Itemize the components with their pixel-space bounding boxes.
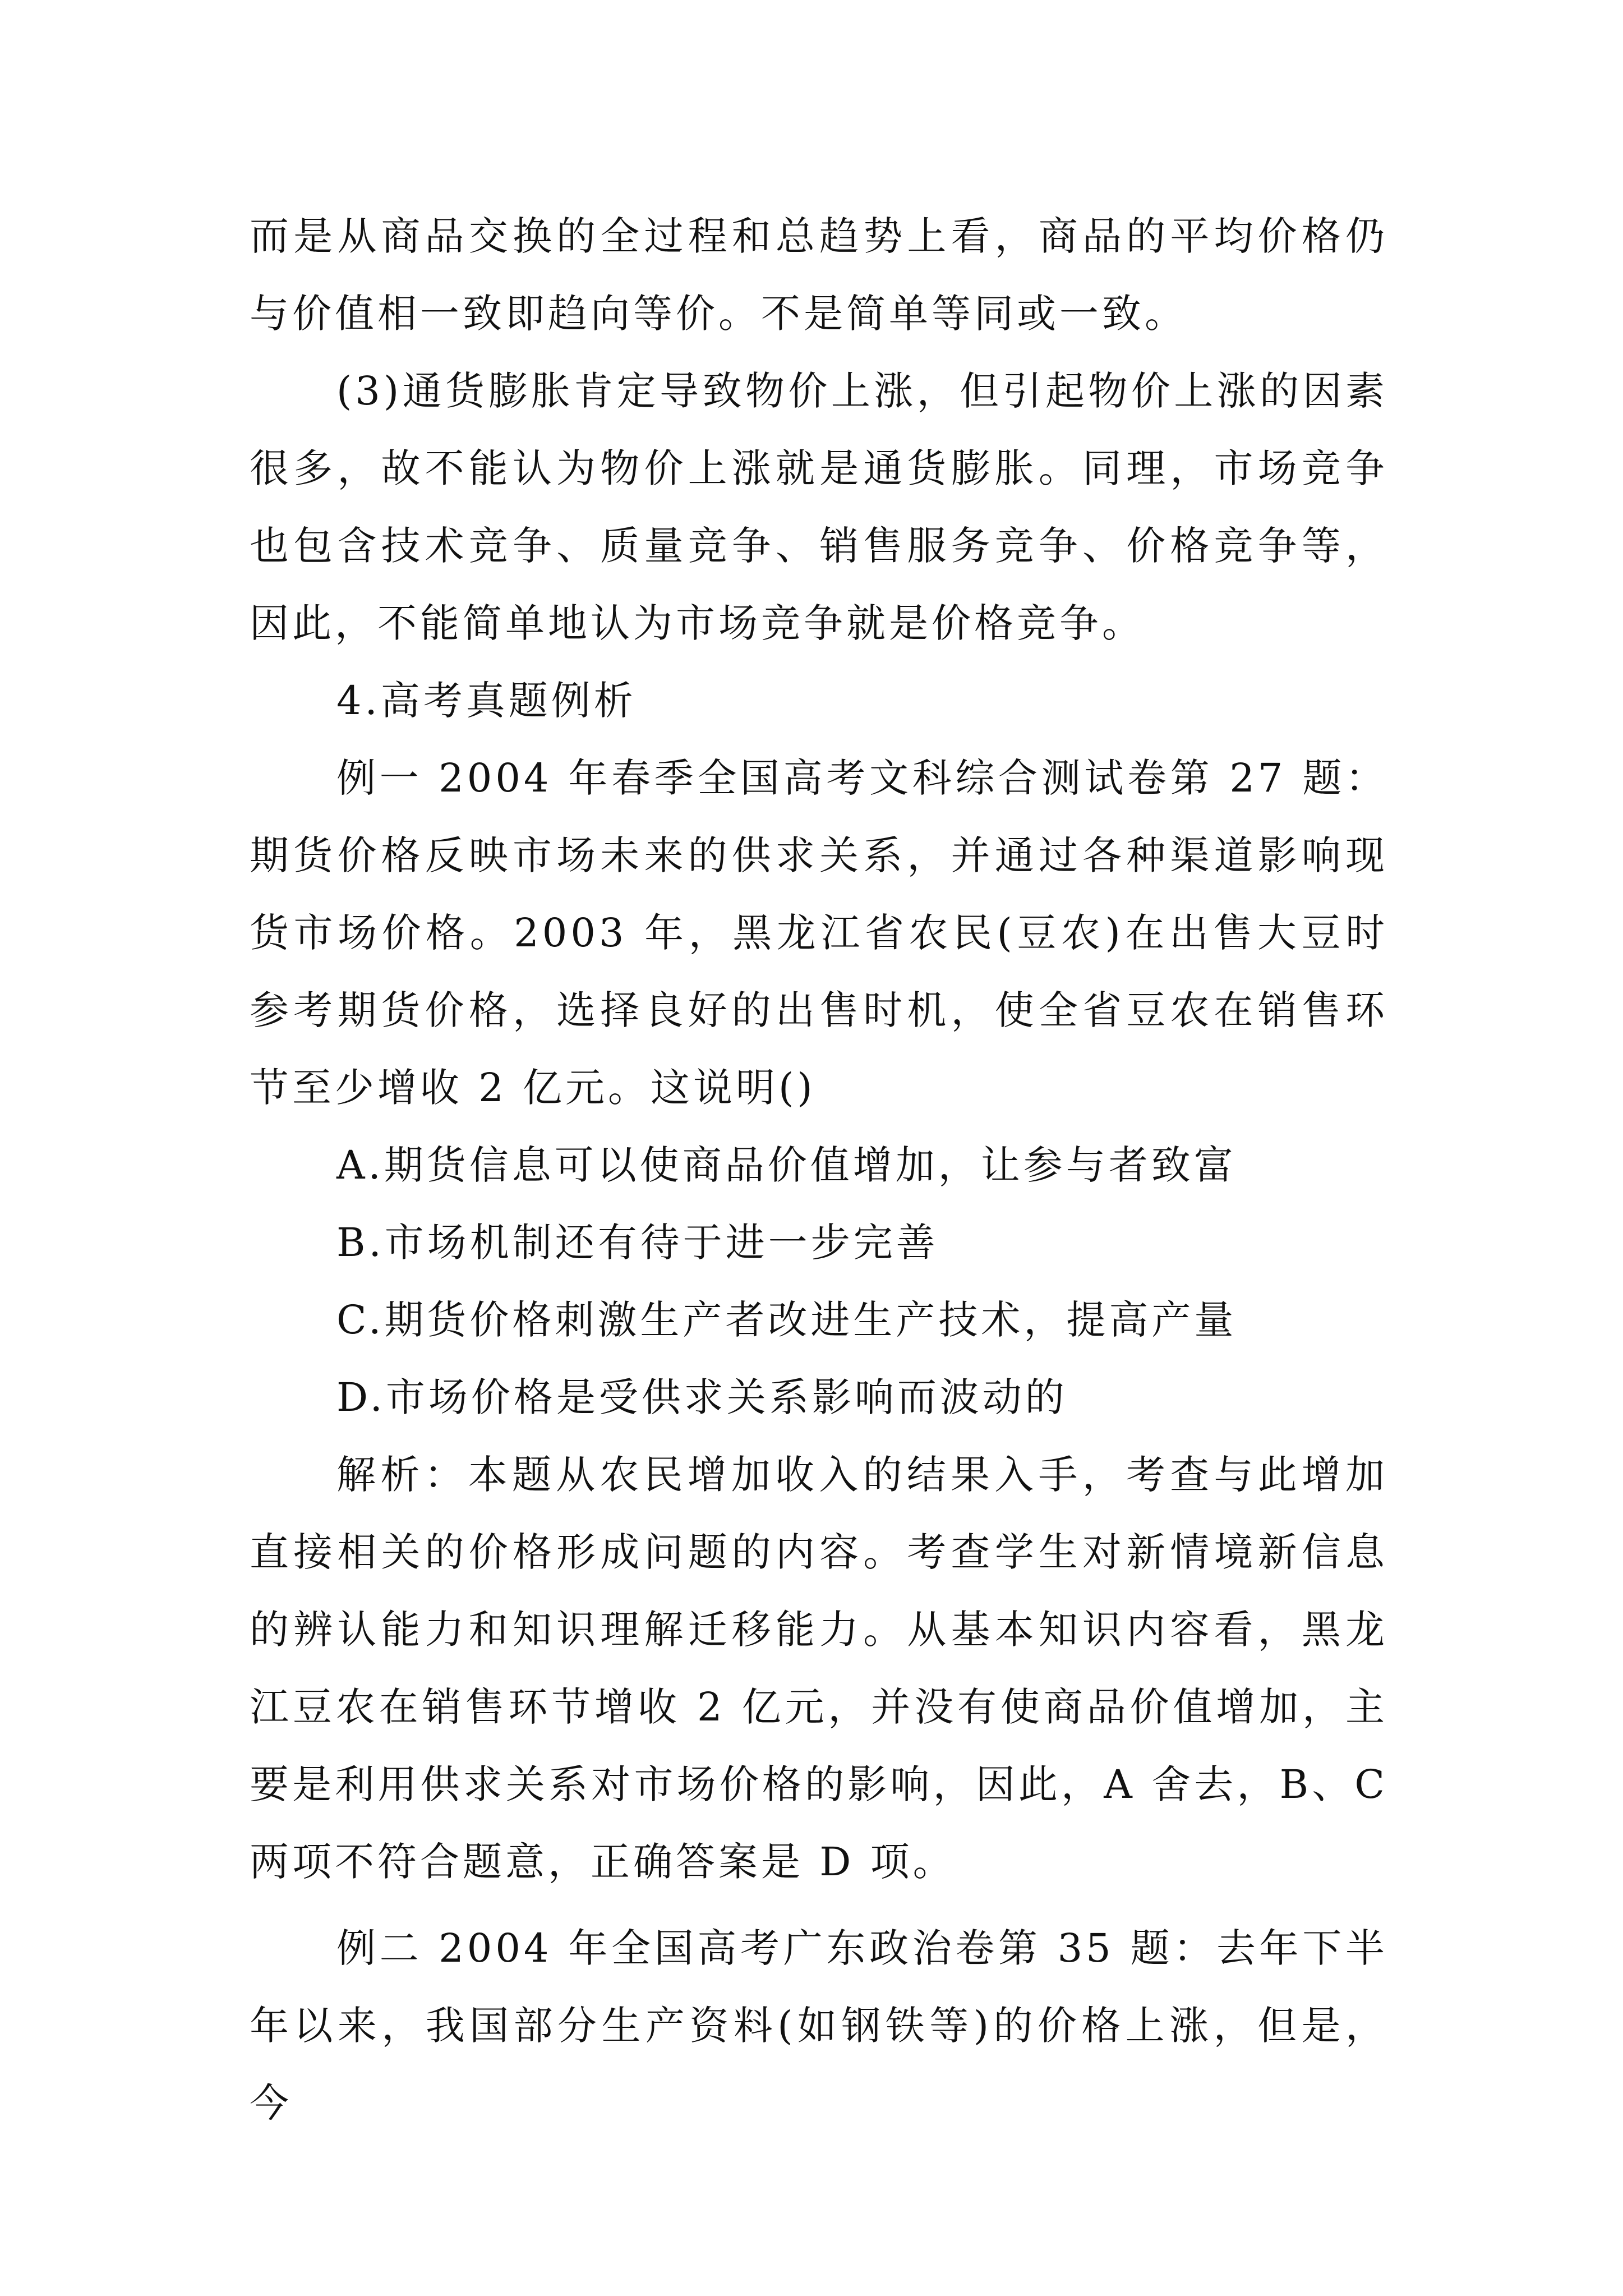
paragraph-continued: 而是从商品交换的全过程和总趋势上看，商品的平均价格仍与价值相一致即趋向等价。不是简单等同或一致。 [250, 213, 1388, 337]
option-a: A.期货信息可以使商品价值增加，让参与者致富 [336, 1142, 1237, 1188]
paragraph-example-2: 例二 2004 年全国高考广东政治卷第 35 题：去年下半年以来，我国部分生产资料(如钢铁等)的价格上涨，但是，今 [250, 1925, 1388, 2126]
option-b: B.市场机制还有待于进一步完善 [336, 1220, 939, 1266]
paragraph-point-3: (3)通货膨胀肯定导致物价上涨，但引起物价上涨的因素很多，故不能认为物价上涨就是通货膨胀。同理，市场竞争也包含技术竞争、质量竞争、销售服务竞争、价格竞争等，因此，不能简单地认为市场竞争就是价格竞争。 [250, 368, 1388, 646]
option-c: C.期货价格刺激生产者改进生产技术，提高产量 [336, 1297, 1237, 1343]
document-body [250, 197, 1388, 2142]
section-heading-exam-examples: 4.高考真题例析 [336, 678, 637, 724]
paragraph-analysis: 解析：本题从农民增加收入的结果入手，考查与此增加直接相关的价格形成问题的内容。考查学生对新情境新信息的辨认能力和知识理解迁移能力。从基本知识内容看，黑龙江豆农在销售环节增收 2 亿元，并没有使商品价值增加，主要是利用供求关系对市场价格的影响，因此，A 舍去，B、C 两项不符合题意，正确答案是 D 项。 [250, 1452, 1388, 1885]
paragraph-example-1: 例一 2004 年春季全国高考文科综合测试卷第 27 题：期货价格反映市场未来的供求关系，并通过各种渠道影响现货市场价格。2003 年，黑龙江省农民(豆农)在出售大豆时参考期货价格，选择良好的出售时机，使全省豆农在销售环节至少增收 2 亿元。这说明() [250, 755, 1388, 1111]
option-d: D.市场价格是受供求关系影响而波动的 [336, 1374, 1068, 1420]
